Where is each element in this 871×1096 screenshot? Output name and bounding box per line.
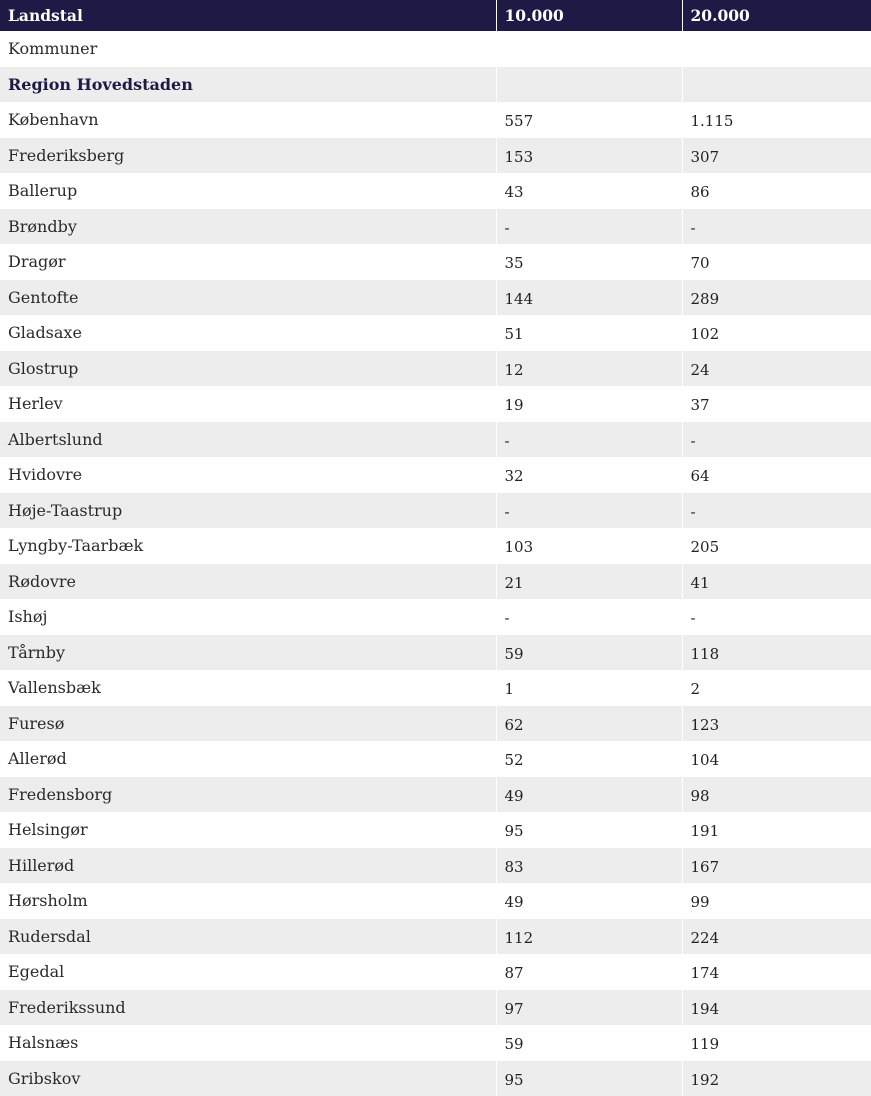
value-20000-cell: 119 <box>682 1025 871 1061</box>
value-10000-cell: 59 <box>496 1025 682 1061</box>
value-10000-cell: 557 <box>496 102 682 138</box>
value-20000-cell: 1.115 <box>682 102 871 138</box>
table-row <box>0 209 871 245</box>
value-20000-cell: - <box>682 209 871 245</box>
table-row <box>0 386 871 422</box>
value-10000-cell: 97 <box>496 990 682 1026</box>
table-row <box>0 848 871 884</box>
municipality-name-cell: København <box>0 102 496 138</box>
table-row <box>0 777 871 813</box>
table-row <box>0 990 871 1026</box>
header-row <box>0 0 871 31</box>
value-20000-cell: 118 <box>682 635 871 671</box>
table-row <box>0 351 871 387</box>
value-10000-cell: 49 <box>496 777 682 813</box>
value-10000-cell: 32 <box>496 457 682 493</box>
value-10000-cell: 112 <box>496 919 682 955</box>
table-row <box>0 706 871 742</box>
municipality-name-cell: Halsnæs <box>0 1025 496 1061</box>
value-20000-cell: 205 <box>682 528 871 564</box>
value-10000-cell: 83 <box>496 848 682 884</box>
table-row <box>0 919 871 955</box>
value-10000-cell: 43 <box>496 173 682 209</box>
value-20000-cell: - <box>682 599 871 635</box>
table-row <box>0 883 871 919</box>
value-10000-cell: 103 <box>496 528 682 564</box>
municipality-name-cell: Ishøj <box>0 599 496 635</box>
value-20000-cell: 99 <box>682 883 871 919</box>
column-header-20000: 20.000 <box>682 0 871 31</box>
value-20000-cell: 64 <box>682 457 871 493</box>
table-row <box>0 1061 871 1096</box>
value-20000-cell: 307 <box>682 138 871 174</box>
value-20000-cell: 37 <box>682 386 871 422</box>
municipality-name-cell: Lyngby-Taarbæk <box>0 528 496 564</box>
value-10000-cell <box>496 67 682 103</box>
value-20000-cell: - <box>682 493 871 529</box>
table-header <box>0 0 871 31</box>
value-10000-cell: 49 <box>496 883 682 919</box>
municipality-name-cell: Rødovre <box>0 564 496 600</box>
value-10000-cell: - <box>496 422 682 458</box>
value-10000-cell: - <box>496 209 682 245</box>
value-20000-cell: - <box>682 422 871 458</box>
value-20000-cell: 104 <box>682 741 871 777</box>
table-row <box>0 635 871 671</box>
value-20000-cell: 70 <box>682 244 871 280</box>
value-10000-cell: 95 <box>496 812 682 848</box>
table-row <box>0 564 871 600</box>
value-20000-cell: 2 <box>682 670 871 706</box>
column-header-landstal: Landstal <box>0 0 496 31</box>
value-10000-cell: 1 <box>496 670 682 706</box>
value-20000-cell: 191 <box>682 812 871 848</box>
municipality-name-cell: Høje-Taastrup <box>0 493 496 529</box>
value-10000-cell: 12 <box>496 351 682 387</box>
table-row <box>0 457 871 493</box>
municipality-name-cell: Helsingør <box>0 812 496 848</box>
value-20000-cell: 192 <box>682 1061 871 1096</box>
municipality-name-cell: Egedal <box>0 954 496 990</box>
table-row <box>0 954 871 990</box>
municipality-name-cell: Herlev <box>0 386 496 422</box>
value-20000-cell: 41 <box>682 564 871 600</box>
table-row <box>0 422 871 458</box>
municipality-name-cell: Fredensborg <box>0 777 496 813</box>
table-row <box>0 528 871 564</box>
municipality-name-cell: Kommuner <box>0 31 496 67</box>
municipality-name-cell: Gladsaxe <box>0 315 496 351</box>
value-10000-cell: 95 <box>496 1061 682 1096</box>
value-20000-cell: 194 <box>682 990 871 1026</box>
municipality-name-cell: Furesø <box>0 706 496 742</box>
municipality-name-cell: Frederiksberg <box>0 138 496 174</box>
value-20000-cell <box>682 67 871 103</box>
table-row <box>0 670 871 706</box>
municipality-name-cell: Brøndby <box>0 209 496 245</box>
municipality-name-cell: Glostrup <box>0 351 496 387</box>
municipality-name-cell: Allerød <box>0 741 496 777</box>
value-20000-cell <box>682 31 871 67</box>
municipality-name-cell: Gentofte <box>0 280 496 316</box>
value-20000-cell: 86 <box>682 173 871 209</box>
value-10000-cell: 59 <box>496 635 682 671</box>
table-row <box>0 741 871 777</box>
value-20000-cell: 98 <box>682 777 871 813</box>
table-row <box>0 315 871 351</box>
section-label-row <box>0 31 871 67</box>
value-10000-cell: 35 <box>496 244 682 280</box>
municipality-name-cell: Albertslund <box>0 422 496 458</box>
table-row <box>0 102 871 138</box>
value-20000-cell: 289 <box>682 280 871 316</box>
value-10000-cell: 52 <box>496 741 682 777</box>
value-10000-cell: - <box>496 493 682 529</box>
value-10000-cell: 19 <box>496 386 682 422</box>
value-20000-cell: 174 <box>682 954 871 990</box>
municipality-name-cell: Vallensbæk <box>0 670 496 706</box>
municipality-name-cell: Gribskov <box>0 1061 496 1096</box>
municipality-name-cell: Ballerup <box>0 173 496 209</box>
municipality-name-cell: Hørsholm <box>0 883 496 919</box>
table-row <box>0 1025 871 1061</box>
value-20000-cell: 24 <box>682 351 871 387</box>
table-row <box>0 280 871 316</box>
value-10000-cell: 144 <box>496 280 682 316</box>
municipality-name-cell: Rudersdal <box>0 919 496 955</box>
value-20000-cell: 123 <box>682 706 871 742</box>
value-10000-cell: 153 <box>496 138 682 174</box>
municipality-name-cell: Dragør <box>0 244 496 280</box>
table-row <box>0 599 871 635</box>
table-row <box>0 138 871 174</box>
value-10000-cell <box>496 31 682 67</box>
column-header-10000: 10.000 <box>496 0 682 31</box>
value-10000-cell: 51 <box>496 315 682 351</box>
value-10000-cell: 87 <box>496 954 682 990</box>
value-10000-cell: 21 <box>496 564 682 600</box>
value-20000-cell: 102 <box>682 315 871 351</box>
municipality-name-cell: Region Hovedstaden <box>0 67 496 103</box>
table-body <box>0 31 871 1096</box>
table-row <box>0 493 871 529</box>
table-row <box>0 812 871 848</box>
value-20000-cell: 224 <box>682 919 871 955</box>
region-header-row <box>0 67 871 103</box>
municipality-name-cell: Tårnby <box>0 635 496 671</box>
value-10000-cell: - <box>496 599 682 635</box>
value-20000-cell: 167 <box>682 848 871 884</box>
municipality-name-cell: Hvidovre <box>0 457 496 493</box>
municipality-name-cell: Frederikssund <box>0 990 496 1026</box>
table-row <box>0 244 871 280</box>
table-row <box>0 173 871 209</box>
value-10000-cell: 62 <box>496 706 682 742</box>
municipality-name-cell: Hillerød <box>0 848 496 884</box>
